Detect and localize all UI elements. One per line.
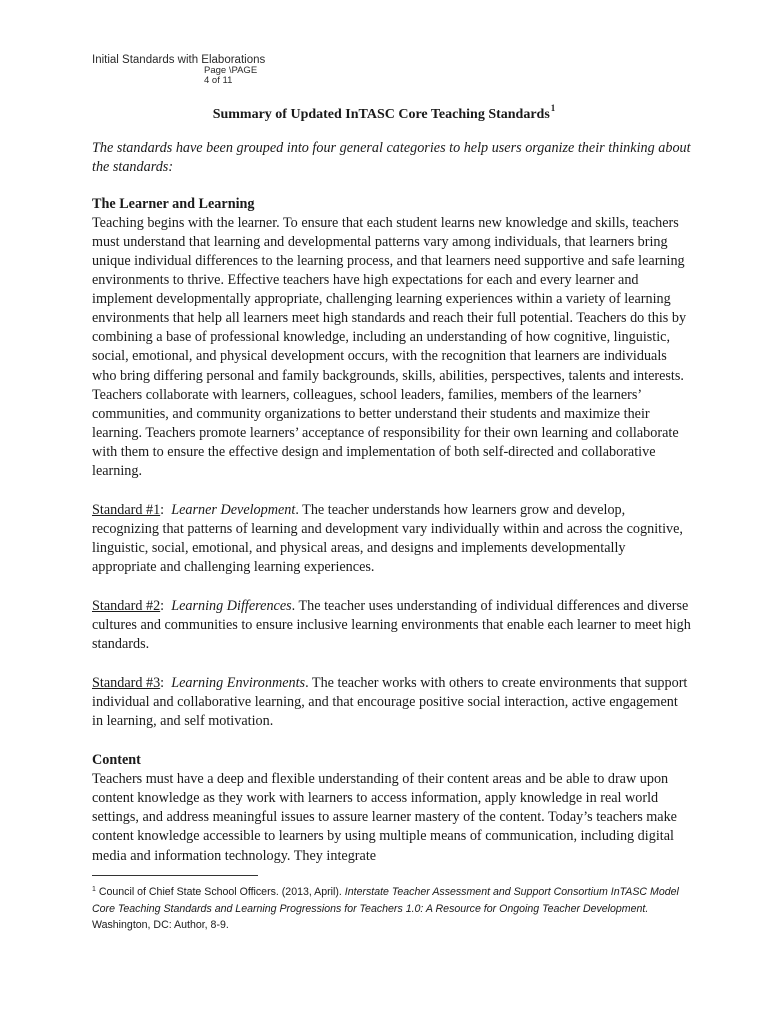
section-heading-content: Content (92, 752, 141, 769)
standard-2-label: Standard #2 (92, 597, 161, 614)
document-body (92, 139, 692, 866)
title-footnote-mark: 1 (550, 103, 556, 113)
footnote-divider (92, 875, 258, 876)
section-body-learner: Teaching begins with the learner. To ensure that each student learns new knowledge and skills, teachers must understand that learning and developmental patterns vary among individuals, that learners bring unique individual differences to the learning process, and that learners need supportive and safe learning environments to thrive. Effective teachers have high expectations for each and every learner and implement developmentally appropriate, challenging learning experiences within a variety of learning environments that help all learners meet high standards and reach their full potential. Teachers do this by combining a base of professional knowledge, including an understanding of how cognitive, linguistic, social, emotional, and physical development occurs, with the recognition that learners are individuals who bring differing personal and family backgrounds, skills, abilities, perspectives, talents and interests. Teachers collaborate with learners, colleagues, school leaders, families, members of the learners’ communities, and community organizations to better understand their students and maximize their learning. Teachers promote learners’ acceptance of responsibility for their own learning and collaborate with them to ensure the effective design and implementation of both self-directed and collaborative learning. (92, 215, 687, 479)
intro-paragraph: The standards have been grouped into four general categories to help users organize their thinking about the standards: (92, 140, 691, 176)
standard-2: Standard #2: Learning Differences. The teacher uses understanding of individual differences and diverse cultures and communities to ensure inclusive learning environments that enable each learner to meet high standards. (92, 597, 691, 653)
page-title (0, 103, 768, 123)
footnote (92, 882, 692, 934)
section-body-content: Teachers must have a deep and flexible understanding of their content areas and be able to draw upon content knowledge as they work with learners to access information, apply knowledge in real world settings, and address meaningful issues to assure learner mastery of the content. Today’s teachers make content knowledge accessible to learners by using multiple means of communication, including digital media and information technology. They integrate (92, 771, 677, 864)
section-heading-learner: The Learner and Learning (92, 196, 255, 213)
standard-1-text: The teacher understands how learners grow and develop, recognizing that patterns of learning and development vary individually within and across the cognitive, linguistic, social, emotional, and physical areas, and designs and implements developmentally appropriate and challenging learning experiences. (92, 501, 683, 575)
footnote-author: Council of Chief State School Officers. (2013, April). (95, 886, 342, 898)
standard-3-label: Standard #3 (92, 675, 161, 692)
footnote-title: Interstate Teacher Assessment and Support Consortium InTASC Model Core Teaching Standards and Learning Progressions for Teachers 1.0: A Resource for Ongoing Teacher Development. (92, 886, 679, 915)
footnote-publisher: Washington, DC: Author, 8-9. (92, 919, 229, 931)
header-page-field: Page \PAGE (204, 65, 258, 76)
footnote-mark: 1 (92, 886, 96, 893)
standard-2-text: The teacher uses understanding of individual differences and diverse cultures and communities to ensure inclusive learning environments that enable each learner to meet high standards. (92, 597, 691, 653)
standard-2-name: Learning Differences (171, 597, 292, 614)
page-title-text: Summary of Updated InTASC Core Teaching Standards (212, 107, 550, 122)
standard-3-name: Learning Environments (171, 675, 306, 692)
header-title: Initial Standards with Elaborations (92, 54, 266, 66)
header-page-count: 4 of 11 (204, 75, 233, 86)
standard-1-label: Standard #1 (92, 501, 161, 518)
standard-3: Standard #3: Learning Environments. The teacher works with others to create environments that support individual and collaborative learning, and that encourage positive social interaction, active engagement in learning, and self motivation. (92, 675, 688, 730)
standard-3-text: The teacher works with others to create environments that support individual and collaborative learning, and that encourage positive social interaction, active engagement in learning, and self motivation. (92, 675, 688, 730)
standard-1: Standard #1: Learner Development. The teacher understands how learners grow and develop, recognizing that patterns of learning and development vary individually within and across the cognitive, linguistic, social, emotional, and physical areas, and designs and implements developmentally appropriate and challenging learning experiences. (92, 501, 683, 575)
running-header (92, 54, 265, 86)
standard-1-name: Learner Development (171, 501, 296, 518)
